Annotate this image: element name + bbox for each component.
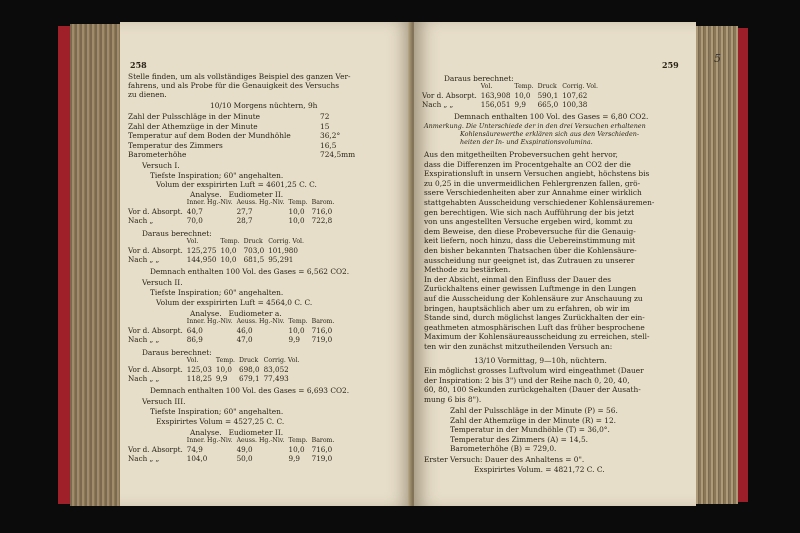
cell: 64,0: [186, 325, 203, 335]
row-label: Nach „ „: [128, 254, 160, 264]
inspiration-line: Tiefste Inspiration; 60" angehalten.: [150, 288, 284, 297]
note-line: Anmerkung. Die Unterschiede der in den drei Versuchen erhaltenen: [424, 122, 646, 130]
column-header: Inner. Hg.-Niv.: [186, 199, 233, 206]
body-line: ten wir den zunächst mitzutheilenden Versuch an:: [424, 342, 613, 351]
cell: 703,0: [243, 245, 265, 255]
cell: 101,980: [268, 245, 298, 255]
cell: 40,7: [186, 206, 203, 216]
row-label: Vor d. Absorpt.: [128, 206, 183, 216]
body-line: zu 0,25 in die unvermeidlichen Fehlergrenzen fallen, grö-: [424, 178, 641, 188]
params-list: [128, 112, 356, 160]
vormittag-line: 13/10 Vormittag, 9—10h, nüchtern.: [474, 356, 607, 365]
cell: 47,0: [236, 334, 253, 344]
body-line: stattgehabten Ausscheidung verschiedener Kohlensäuremen-: [424, 198, 655, 207]
cell: 722,8: [311, 215, 333, 225]
page-edges-right: [694, 26, 738, 504]
column-header: Vol.: [186, 357, 199, 364]
body-line: Stande sind, durch möglichst langes Zurückhalten der ein-: [424, 313, 645, 323]
body-line: Zahl der Pulsschläge in der Minute (P) = 56.: [450, 406, 618, 415]
param-value: 16,5: [320, 140, 337, 150]
body-line: Temperatur in der Mundhöhle (T) = 36,0°.: [450, 425, 610, 435]
param-label: Zahl der Pulsschläge in der Minute: [128, 112, 261, 121]
cell: 10,0: [288, 444, 305, 454]
param-label: Temperatur des Zimmers: [128, 140, 223, 150]
column-header: Druck: [243, 238, 263, 245]
calculated-heading: Daraus berechnet:: [142, 229, 212, 238]
body-line: Zahl der Athemzüge in der Minute (R) = 12.: [450, 415, 617, 425]
column-header: Barom.: [311, 318, 335, 325]
cell: 70,0: [186, 215, 203, 225]
param-row: [128, 141, 338, 151]
body-line: Aus den mitgetheilten Probeversuchen geht hervor,: [424, 150, 618, 159]
calculated-heading: Daraus berechnet:: [444, 74, 514, 83]
param-label: Temperatur auf dem Boden der Mundhöhle: [128, 131, 291, 141]
cell: 716,0: [311, 444, 333, 454]
cell: 28,7: [236, 215, 253, 225]
calculated-table: [422, 83, 602, 109]
table-row: [128, 375, 303, 384]
page-number: 259: [662, 60, 679, 70]
cell: 10,0: [288, 325, 305, 335]
page-number: 258: [130, 60, 147, 70]
body-line: dem Beweise, den diese Probeversuche für die Genauig-: [424, 226, 636, 236]
measurement-table: [128, 318, 338, 344]
cell: 156,051: [480, 99, 511, 109]
volume-line: Volum der exspirirten Luft = 4601,25 C. C.: [156, 180, 317, 189]
cell: 77,493: [263, 373, 289, 383]
body-line: auf die Ausscheidung der Kohlensäure zur Anschauung zu: [424, 294, 643, 303]
cell: 719,0: [311, 453, 333, 463]
cell: 10,0: [514, 90, 531, 100]
body-line: In der Absicht, einmal den Einfluss der Dauer des: [424, 274, 612, 284]
row-label: Nach „ „: [422, 99, 454, 109]
column-header: Barom.: [311, 199, 335, 206]
param-label: Zahl der Athemzüge in der Minute: [128, 121, 258, 131]
row-label: Vor d. Absorpt.: [128, 444, 183, 454]
cell: 9,9: [288, 334, 300, 344]
row-label: Nach „ „: [128, 334, 160, 344]
body-line: ausscheidung nur geeignet ist, das Zutrauen zu unserer: [424, 255, 635, 265]
cell: 27,7: [236, 206, 253, 216]
cell: 716,0: [311, 325, 333, 335]
column-header: Temp.: [514, 83, 534, 90]
cell: 681,5: [243, 254, 265, 264]
param-row: [128, 150, 356, 160]
cell: 10,0: [220, 245, 237, 255]
body-line: dass die Differenzen im Procentgehalte an CO2 der die: [424, 159, 631, 169]
body-line: Ein möglichst grosses Luftvolum wird eingeathmet (Dauer: [424, 366, 644, 375]
cell: 50,0: [236, 453, 253, 463]
param-value: 724,5mm: [320, 150, 356, 160]
analysis-heading: Analyse. Eudiometer II.: [190, 190, 284, 199]
cell: 716,0: [311, 206, 333, 216]
column-header: Temp.: [288, 199, 308, 206]
column-header: Druck: [537, 83, 557, 90]
param-value: 72: [320, 112, 330, 121]
body-line: Methode zu bestärken.: [424, 265, 511, 275]
body-line: von uns angestellten Versuche ergeben wird, kommt zu: [424, 217, 633, 227]
experiment-title: Versuch I.: [142, 161, 180, 170]
inspiration-line: Tiefste Inspiration; 60" angehalten.: [150, 407, 284, 416]
body-line: Barometerhöhe (B) = 729,0.: [450, 444, 557, 454]
column-header: Temp.: [288, 437, 308, 444]
measurement-table: [128, 199, 338, 225]
column-header: Aeuss. Hg.-Niv.: [236, 437, 285, 444]
param-row: [128, 112, 338, 122]
cell: 10,0: [288, 215, 305, 225]
volume-line: Exspirirtes Volum = 4527,25 C. C.: [156, 417, 285, 426]
column-header: Vol.: [480, 83, 493, 90]
column-header: Corrig. Vol.: [268, 238, 305, 245]
calculated-table: [128, 238, 308, 264]
cell: 83,052: [263, 364, 289, 374]
table-row: [128, 455, 338, 464]
body-line: keit liefern, noch hinzu, dass die Uebereinstimmung mit: [424, 236, 636, 246]
cell: 10,0: [288, 206, 305, 216]
row-label: Vor d. Absorpt.: [422, 90, 477, 100]
column-header: Inner. Hg.-Niv.: [186, 318, 233, 325]
cell: 10,0: [220, 254, 237, 264]
note-line: heiten der In- und Exspirationsvolumina.: [460, 138, 593, 146]
measurement-table: [128, 437, 338, 463]
cell: 104,0: [186, 453, 208, 463]
param-row: [128, 131, 341, 141]
result-line: Demnach enthalten 100 Vol. des Gases = 6,693 CO2.: [150, 386, 350, 395]
experiment-title: Versuch III.: [142, 397, 186, 406]
body-line: mung 6 bis 8").: [424, 394, 482, 404]
cell: 590,1: [537, 90, 559, 100]
body-line: der Inspiration: 2 bis 3") und der Reihe nach 0, 20, 40,: [424, 375, 630, 385]
analysis-heading: Analyse. Eudiometer II.: [190, 428, 284, 437]
body-line: ssere Verschiedenheiten aber zur Annahme einer wirklich: [424, 188, 642, 198]
body-line: gen berechtigen. Wie sich nach Aufführung der bis jetzt: [424, 207, 635, 217]
cell: 46,0: [236, 325, 253, 335]
cell: 9,9: [288, 453, 300, 463]
cell: 10,0: [215, 364, 232, 374]
row-label: Nach „ „: [128, 453, 160, 463]
param-label: Barometerhöhe: [128, 150, 187, 160]
param-row: [128, 122, 338, 132]
first-experiment-line: Erster Versuch: Dauer des Anhaltens = 0".: [424, 455, 585, 464]
result-line: Demnach enthalten 100 Vol. des Gases = 6,80 CO2.: [454, 112, 649, 121]
body-line: Maximum der Kohlensäureausscheidung zu erreichen, stell-: [424, 332, 650, 342]
row-label: Vor d. Absorpt.: [128, 325, 183, 335]
margin-note: 5: [714, 52, 721, 65]
row-label: Vor d. Absorpt.: [128, 364, 183, 374]
body-line: 60, 80, 100 Sekunden zurückgehalten (Dauer der Ausath-: [424, 385, 641, 395]
column-header: Temp.: [215, 357, 236, 364]
body-line: Exspirationsluft in unsern Versuchen angiebt, höchstens bis: [424, 169, 650, 179]
analysis-heading: Analyse. Eudiometer a.: [190, 309, 282, 318]
volume-line: Volum der exspirirten Luft = 4564,0 C. C.: [156, 298, 313, 307]
inspiration-line: Tiefste Inspiration; 60" angehalten.: [150, 171, 284, 180]
body-line: den bisher bekannten Thatsachen über die Kohlensäure-: [424, 246, 637, 255]
open-book: [58, 20, 748, 510]
calculated-table: [128, 357, 303, 383]
param-value: 36,2°: [320, 131, 341, 141]
experiment-title: Versuch II.: [142, 278, 183, 287]
intro-line: fahrens, und als Probe für die Genauigkeit des Versuchs: [128, 81, 340, 90]
table-row: [128, 336, 338, 345]
body-line: Temperatur des Zimmers (A) = 14,5.: [450, 434, 589, 444]
cell: 665,0: [537, 99, 559, 109]
table-row: [128, 208, 338, 217]
column-header: Druck: [239, 357, 259, 364]
body-line: bringen, hauptsächlich aber um zu erfahren, ob wir im: [424, 303, 630, 313]
left-page: [120, 22, 412, 506]
table-row: [128, 256, 308, 265]
cell: 118,25: [186, 373, 212, 383]
row-label: Nach „ „: [128, 373, 160, 383]
exspired-volume-line: Exspirirtes Volum. = 4821,72 C. C.: [474, 465, 605, 474]
right-page: [414, 22, 696, 506]
column-header: Corrig. Vol.: [562, 83, 599, 90]
cell: 679,1: [239, 373, 260, 383]
calculated-heading: Daraus berechnet:: [142, 348, 212, 357]
column-header: Corrig. Vol.: [263, 357, 300, 364]
table-row: [128, 446, 338, 455]
column-header: Temp.: [288, 318, 308, 325]
column-header: Aeuss. Hg.-Niv.: [236, 318, 285, 325]
cell: 698,0: [239, 364, 260, 374]
cell: 144,950: [186, 254, 217, 264]
cell: 163,908: [480, 90, 511, 100]
cell: 86,9: [186, 334, 203, 344]
cell: 125,03: [186, 364, 212, 374]
cell: 719,0: [311, 334, 333, 344]
morning-line: 10/10 Morgens nüchtern, 9h: [210, 101, 318, 110]
table-row: [422, 101, 602, 110]
body-line: Zurückhaltens einer gewissen Luftmenge in den Lungen: [424, 284, 637, 294]
column-header: Vol.: [186, 238, 199, 245]
row-label: Nach „: [128, 215, 154, 225]
cell: 9,9: [215, 373, 228, 383]
column-header: Aeuss. Hg.-Niv.: [236, 199, 285, 206]
cell: 9,9: [514, 99, 526, 109]
column-header: Inner. Hg.-Niv.: [186, 437, 233, 444]
result-line: Demnach enthalten 100 Vol. des Gases = 6,562 CO2.: [150, 267, 350, 276]
cell: 125,275: [186, 245, 217, 255]
table-row: [128, 327, 338, 336]
row-label: Vor d. Absorpt.: [128, 245, 183, 255]
cell: 49,0: [236, 444, 253, 454]
intro-line: Stelle finden, um als vollständiges Beispiel des ganzen Ver-: [128, 72, 351, 81]
param-value: 15: [320, 121, 330, 131]
body-line: geathmeten atmosphärischen Luft das früher besprochene: [424, 322, 645, 332]
intro-line: zu dienen.: [128, 90, 167, 99]
page-edges-left: [70, 24, 122, 506]
cell: 100,38: [562, 99, 588, 109]
cell: 107,62: [562, 90, 588, 100]
table-row: [128, 217, 338, 226]
column-header: Barom.: [311, 437, 335, 444]
cell: 95,291: [268, 254, 294, 264]
cell: 74,9: [186, 444, 203, 454]
note-line: Kohlensäurewerthe erklären sich aus den Verschieden-: [460, 130, 640, 138]
column-header: Temp.: [220, 238, 240, 245]
